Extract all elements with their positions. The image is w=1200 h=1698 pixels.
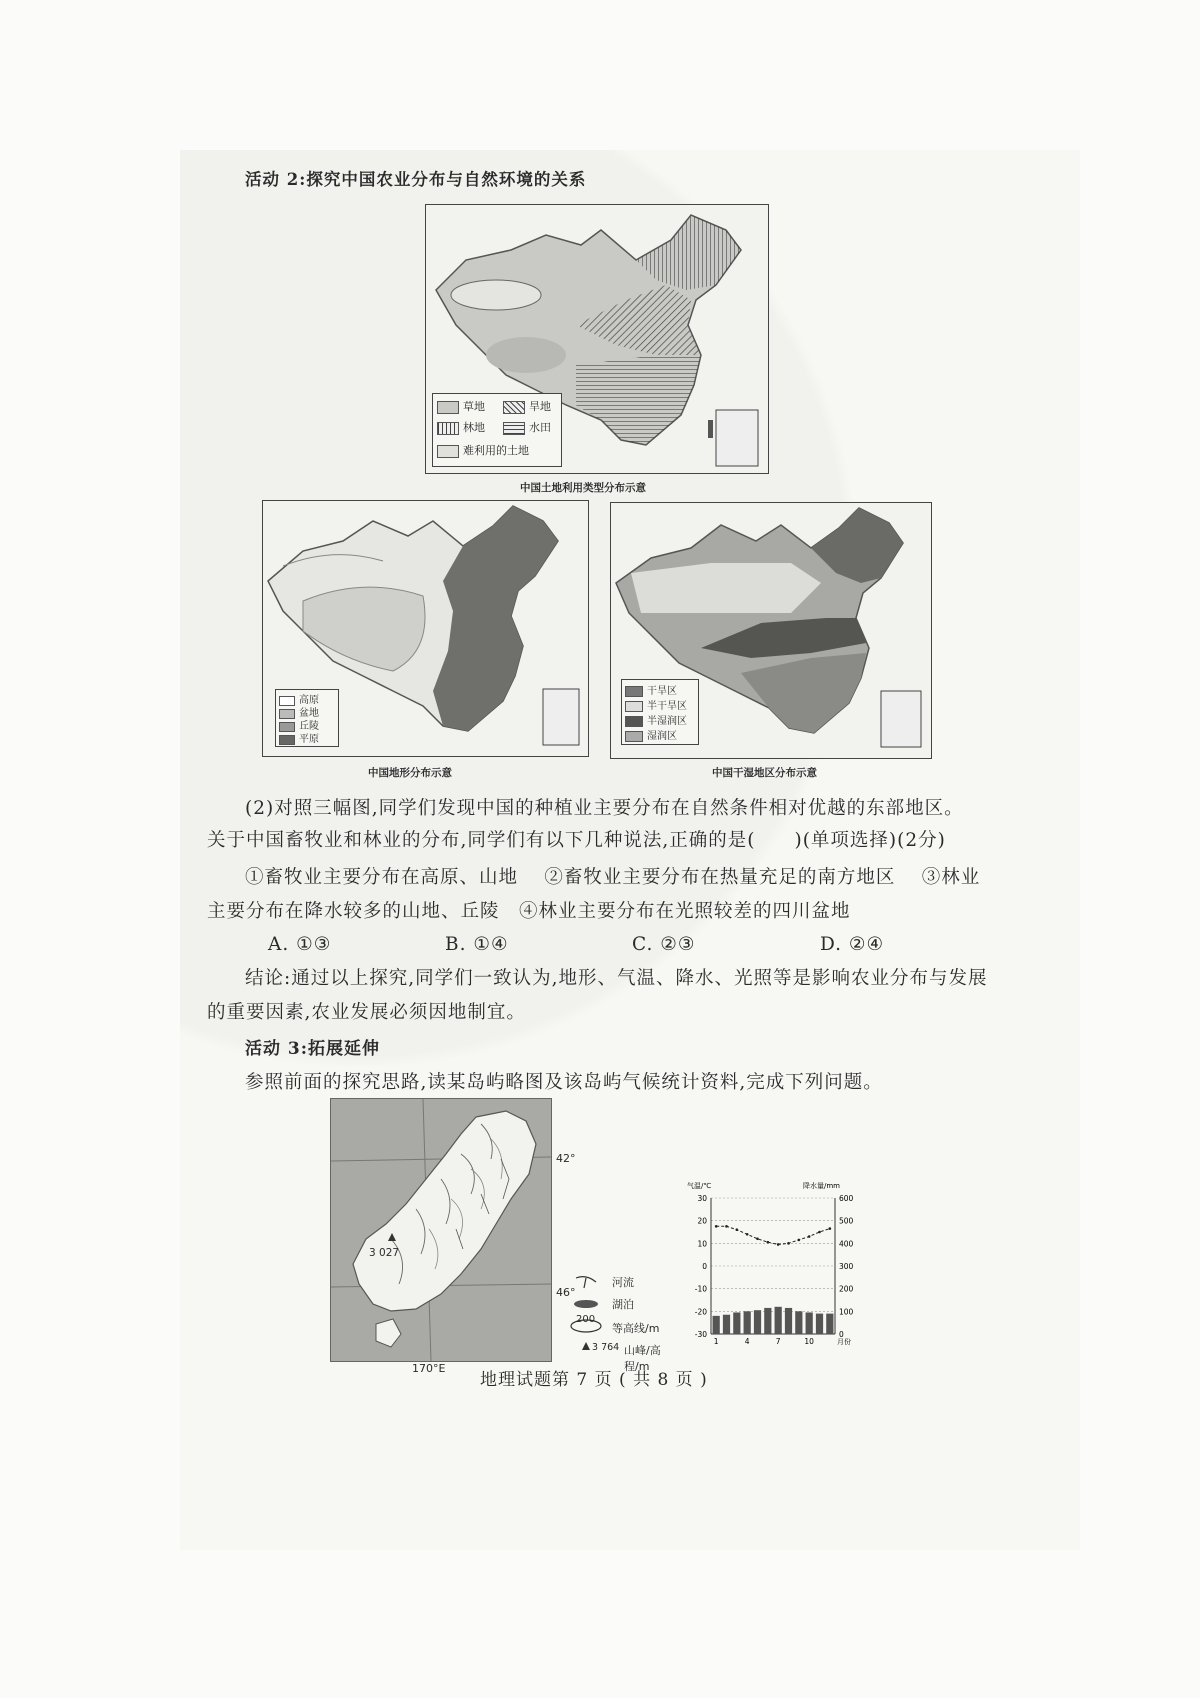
- temp-tick-label: -30: [694, 1330, 707, 1339]
- river-symbol: [576, 1277, 596, 1288]
- temp-tick-label: -10: [694, 1284, 707, 1294]
- legend-peak-value: 3 764: [592, 1342, 620, 1353]
- temp-tick-label: 30: [697, 1194, 707, 1203]
- precip-bar: [826, 1314, 833, 1334]
- humidity-map: [610, 502, 932, 759]
- humidity-legend-arid: 干旱区: [647, 686, 677, 697]
- temperature-point: [798, 1239, 801, 1242]
- humidity-legend-semihumid: 半湿润区: [647, 716, 687, 727]
- grass-swatch: [437, 401, 459, 414]
- precip-tick-label: 0: [839, 1330, 844, 1339]
- question-line-2: 关于中国畜牧业和林业的分布,同学们有以下几种说法,正确的是( )(单项选择)(2分): [207, 830, 946, 851]
- land-use-legend: [432, 393, 562, 467]
- terrain-legend-basin: 盆地: [299, 708, 319, 719]
- temp-tick-label: -20: [694, 1307, 707, 1317]
- month-tick-label: 10: [804, 1337, 814, 1346]
- precip-tick-label: 600: [839, 1194, 854, 1203]
- precip-tick-label: 100: [839, 1307, 854, 1317]
- humidity-legend-humid: 湿润区: [647, 731, 677, 742]
- legend-peak: 山峰/高程/m: [624, 1344, 661, 1373]
- precip-tick-label: 500: [839, 1216, 854, 1226]
- lake-symbol: [574, 1300, 598, 1308]
- legend-contour: 等高线/m: [612, 1322, 660, 1335]
- temperature-point: [767, 1241, 770, 1244]
- humidity-caption: 中国干湿地区分布示意: [712, 767, 817, 779]
- island-peak-label: 3 027: [369, 1247, 400, 1259]
- temperature-point: [715, 1225, 718, 1228]
- temperature-point: [787, 1242, 790, 1245]
- temperature-point: [777, 1243, 780, 1246]
- precip-bar: [733, 1312, 740, 1334]
- climate-chart: [685, 1178, 860, 1358]
- terrain-legend: [275, 689, 339, 747]
- legend-river: 河流: [612, 1276, 634, 1289]
- question-line-4: 主要分布在降水较多的山地、丘陵 ④林业主要分布在光照较差的四川盆地: [207, 901, 851, 922]
- terrain-caption: 中国地形分布示意: [368, 767, 452, 779]
- precip-bar: [785, 1308, 792, 1334]
- temperature-point: [746, 1233, 749, 1236]
- lat-46-label: 46°: [556, 1286, 576, 1299]
- terrain-map: [262, 500, 589, 757]
- precip-bar: [723, 1315, 730, 1334]
- activity3-heading: 活动 3:拓展延伸: [245, 1039, 381, 1059]
- conclusion-line-2: 的重要因素,农业发展必须因地制宜。: [207, 1002, 526, 1023]
- conclusion-line-1: 结论:通过以上探究,同学们一致认为,地形、气温、降水、光照等是影响农业分布与发展: [245, 968, 988, 989]
- precip-bar: [816, 1314, 823, 1334]
- temp-tick-label: 10: [697, 1239, 707, 1249]
- forest-swatch: [437, 422, 459, 435]
- precip-bar: [806, 1312, 813, 1334]
- legend-lake: 湖泊: [612, 1298, 634, 1311]
- lon-170-label: 170°E: [412, 1362, 446, 1375]
- humidity-legend-semiarid: 半干旱区: [647, 701, 687, 712]
- option-c: C. ②③: [632, 934, 696, 955]
- island-legend: [568, 1270, 683, 1373]
- lat-42-label: 42°: [556, 1152, 576, 1165]
- humidity-legend: [621, 679, 699, 745]
- legend-forest: 林地: [463, 421, 485, 434]
- precip-bar: [775, 1307, 782, 1334]
- month-tick-label: 1: [713, 1337, 719, 1346]
- dry-swatch: [503, 401, 525, 414]
- temperature-point: [808, 1235, 811, 1238]
- island-map: [330, 1098, 552, 1362]
- month-axis-label: 月份: [837, 1338, 851, 1346]
- activity3-intro: 参照前面的探究思路,读某岛屿略图及该岛屿气候统计资料,完成下列问题。: [245, 1072, 883, 1093]
- legend-paddy: 水田: [529, 421, 551, 434]
- legend-dry: 旱地: [529, 400, 551, 413]
- temperature-point: [725, 1225, 728, 1228]
- land-use-caption: 中国土地利用类型分布示意: [520, 482, 646, 494]
- temp-axis-label: 气温/℃: [687, 1182, 712, 1190]
- option-d: D. ②④: [820, 934, 885, 955]
- activity2-heading: 活动 2:探究中国农业分布与自然环境的关系: [245, 170, 587, 189]
- precip-tick-label: 300: [839, 1262, 854, 1271]
- month-tick-label: 7: [775, 1337, 781, 1346]
- precip-bar: [713, 1316, 720, 1334]
- precip-bar: [795, 1311, 802, 1334]
- terrain-legend-plateau: 高原: [299, 695, 319, 706]
- legend-hard: 难利用的土地: [463, 444, 529, 457]
- land-use-map: [425, 204, 769, 474]
- terrain-legend-plain: 平原: [299, 734, 319, 745]
- peak-symbol: [582, 1342, 590, 1350]
- hard-swatch: [437, 445, 459, 458]
- question-line-1: (2)对照三幅图,同学们发现中国的种植业主要分布在自然条件相对优越的东部地区。: [245, 798, 964, 819]
- temp-tick-label: 0: [702, 1262, 707, 1271]
- temperature-point: [736, 1228, 739, 1231]
- temp-tick-label: 20: [697, 1216, 707, 1226]
- island-map-graphic: [331, 1099, 551, 1361]
- option-a: A. ①③: [268, 934, 332, 955]
- precip-tick-label: 400: [839, 1239, 854, 1249]
- precip-tick-label: 200: [839, 1284, 854, 1294]
- legend-contour-value: 200: [576, 1314, 596, 1325]
- temperature-line: [716, 1226, 830, 1244]
- option-b: B. ①④: [445, 934, 509, 955]
- temperature-point: [756, 1238, 759, 1241]
- precip-bar: [744, 1311, 751, 1334]
- page-footer: 地理试题第 7 页 ( 共 8 页 ): [480, 1370, 708, 1390]
- precip-bar: [764, 1308, 771, 1334]
- legend-grass: 草地: [463, 400, 485, 413]
- precip-axis-label: 降水量/mm: [803, 1182, 840, 1190]
- month-tick-label: 4: [744, 1337, 750, 1346]
- precip-bar: [754, 1310, 761, 1334]
- terrain-legend-hills: 丘陵: [299, 721, 319, 732]
- temperature-point: [818, 1231, 821, 1234]
- question-line-3: ①畜牧业主要分布在高原、山地 ②畜牧业主要分布在热量充足的南方地区 ③林业: [245, 867, 981, 888]
- paddy-swatch: [503, 422, 525, 435]
- temperature-point: [829, 1227, 832, 1230]
